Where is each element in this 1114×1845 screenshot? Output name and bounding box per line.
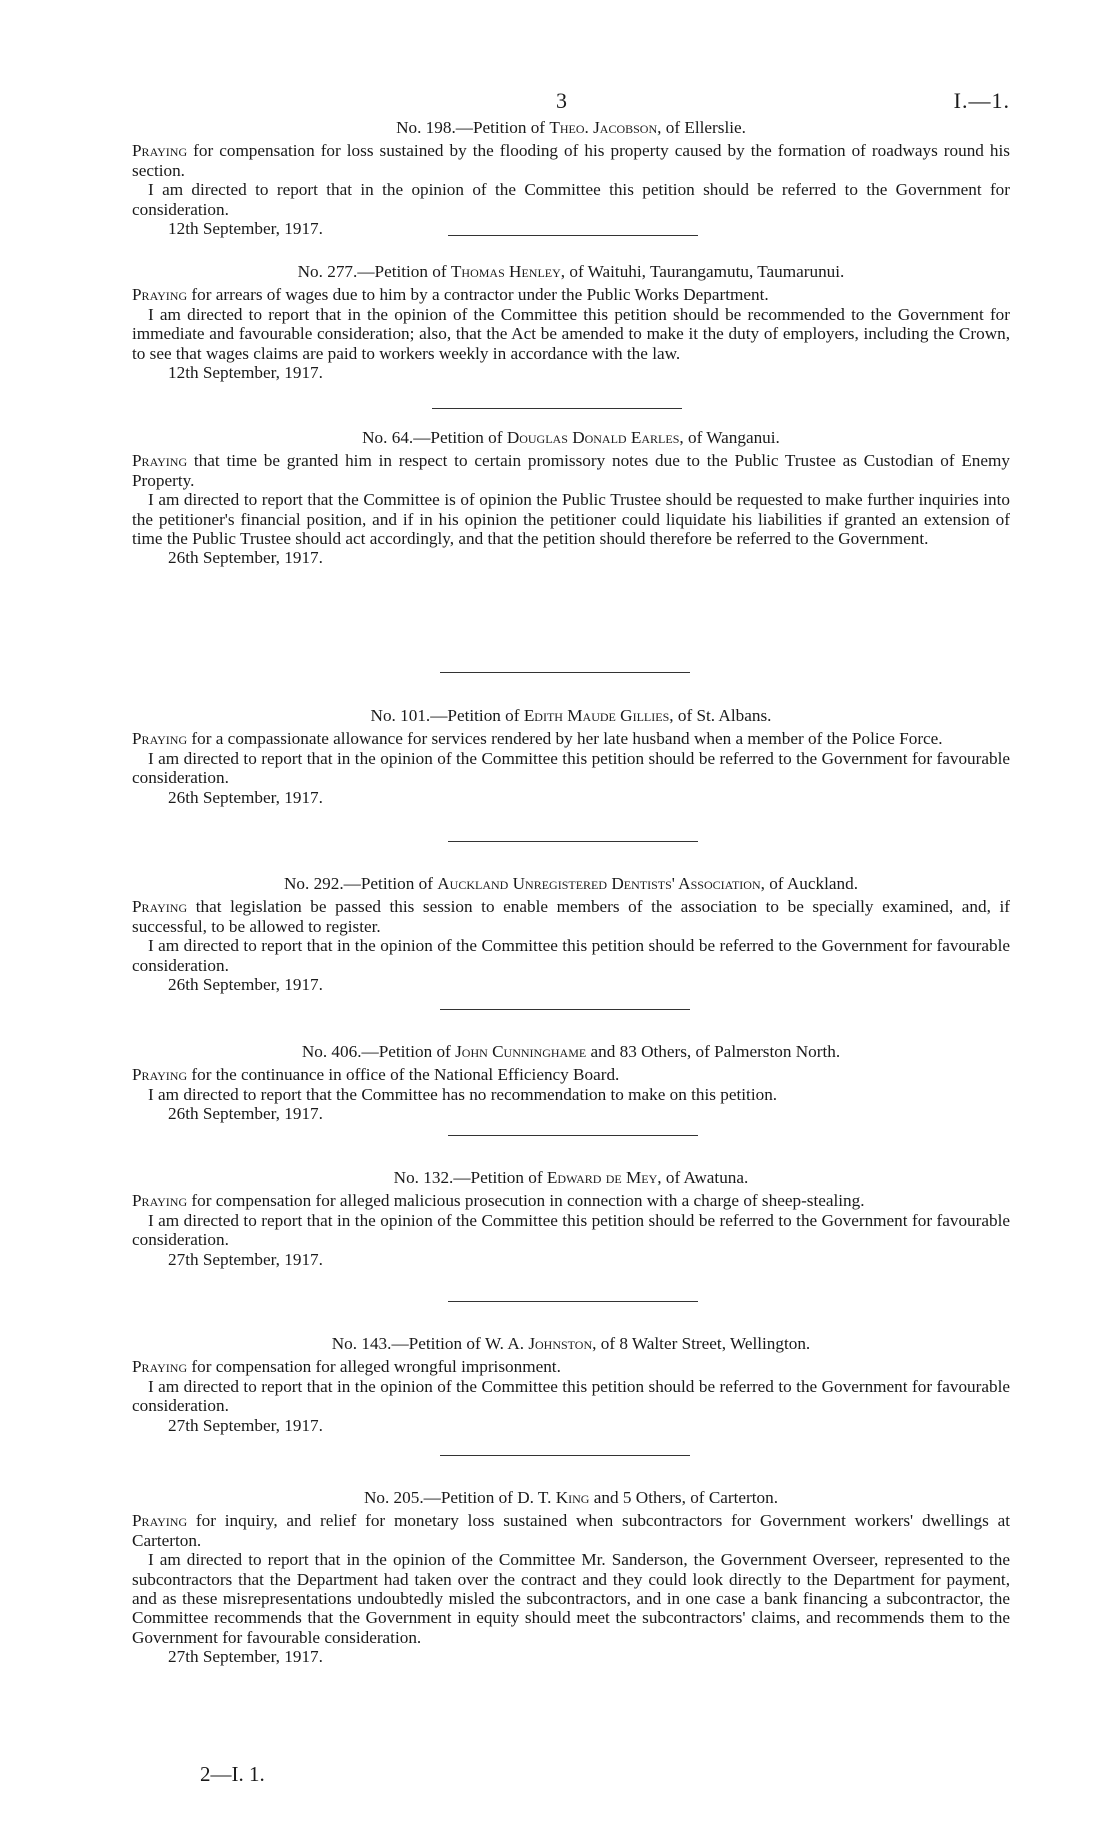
section-divider xyxy=(448,841,698,842)
section-divider xyxy=(448,1301,698,1302)
praying-paragraph: Praying for arrears of wages due to him by a contractor under the Public Works Department. xyxy=(132,285,769,305)
petition-64 xyxy=(132,428,1010,568)
petition-heading: No. 205.—Petition of D. T. King and 5 Others, of Carterton. xyxy=(363,1488,779,1507)
section-divider xyxy=(448,1135,698,1136)
petition-198 xyxy=(132,118,1010,238)
report-paragraph: I am directed to report that in the opinion of the Committee this petition should be recommended to the Government for immediate and favourable consideration; also, that the Act be amended to make it the duty of employers, including the Crown, to see that wages claims are paid to workers weekly in accordance with the law. xyxy=(132,304,1010,363)
section-divider xyxy=(440,1455,690,1456)
petitioner-name: Theo. Jacobson xyxy=(549,118,658,137)
page-number: 3 xyxy=(556,88,567,113)
petition-date: 27th September, 1917. xyxy=(168,1415,323,1435)
petition-101 xyxy=(132,706,1010,807)
praying-paragraph: Praying that time be granted him in respect to certain promissory notes due to the Public Trustee as Custodian of Enemy Property. xyxy=(132,451,1010,490)
report-paragraph: I am directed to report that in the opinion of the Committee this petition should be referred to the Government for favourable consideration. xyxy=(132,936,1010,975)
petition-292 xyxy=(132,874,1010,994)
petition-heading: No. 143.—Petition of W. A. Johnston, of 8 Walter Street, Wellington. xyxy=(331,1334,811,1353)
petition-205 xyxy=(132,1488,1010,1667)
petition-132 xyxy=(132,1168,1010,1269)
petition-heading: No. 198.—Petition of Theo. Jacobson, of Ellerslie. xyxy=(396,118,746,137)
petition-date: 27th September, 1917. xyxy=(168,1647,323,1667)
petition-406 xyxy=(132,1042,1010,1124)
petitioner-name: Edith Maude Gillies xyxy=(523,706,670,725)
petition-date: 26th September, 1917. xyxy=(168,1104,323,1124)
petition-date: 26th September, 1917. xyxy=(168,548,323,568)
report-paragraph: I am directed to report that the Committee has no recommendation to make on this petition. xyxy=(148,1084,778,1104)
praying-paragraph: Praying for a compassionate allowance for services rendered by her late husband when a member of the Police Force. xyxy=(132,729,943,749)
report-paragraph: I am directed to report that in the opinion of the Committee this petition should be referred to the Government for favourable consideration. xyxy=(132,748,1010,788)
petition-date: 26th September, 1917. xyxy=(168,787,323,807)
petition-heading: No. 277.—Petition of Thomas Henley, of Waituhi, Taurangamutu, Taumarunui. xyxy=(297,262,845,281)
petition-heading: No. 101.—Petition of Edith Maude Gillies, of St. Albans. xyxy=(370,706,772,725)
petitioner-name: Douglas Donald Earles xyxy=(506,428,680,447)
praying-paragraph: Praying that legislation be passed this session to enable members of the association to be specially examined, and, if successful, to be allowed to register. xyxy=(132,897,1010,936)
petitioner-name: Auckland Unregistered Dentists' Association xyxy=(437,874,761,893)
section-divider xyxy=(440,672,690,673)
section-divider xyxy=(440,1009,690,1010)
petition-date: 27th September, 1917. xyxy=(168,1249,323,1269)
petitioner-name: W. A. Johnston xyxy=(485,1334,593,1353)
praying-paragraph: Praying for the continuance in office of the National Efficiency Board. xyxy=(132,1065,620,1085)
petition-date: 12th September, 1917. xyxy=(168,219,323,239)
petition-277 xyxy=(132,262,1010,382)
report-paragraph: I am directed to report that in the opinion of the Committee this petition should be referred to the Government for favourable consideration. xyxy=(132,1376,1010,1416)
signature-reference: 2—I. 1. xyxy=(200,1762,265,1786)
report-paragraph: I am directed to report that in the opinion of the Committee this petition should be referred to the Government for favourable consideration. xyxy=(132,1210,1010,1250)
petitioner-name: Edward de Mey xyxy=(546,1168,658,1187)
petition-heading: No. 292.—Petition of Auckland Unregistered Dentists' Association, of Auckland. xyxy=(283,874,858,893)
document-reference: I.—1. xyxy=(953,88,1010,113)
petitioner-name: John Cunninghame xyxy=(455,1042,587,1061)
petition-heading: No. 64.—Petition of Douglas Donald Earles, of Wanganui. xyxy=(362,428,780,447)
section-divider xyxy=(448,235,698,236)
petition-heading: No. 132.—Petition of Edward de Mey, of Awatuna. xyxy=(393,1168,749,1187)
petitioner-name: Thomas Henley xyxy=(450,262,561,281)
praying-paragraph: Praying for inquiry, and relief for monetary loss sustained when subcontractors for Government workers' dwellings at Carterton. xyxy=(132,1511,1010,1550)
section-divider xyxy=(432,408,682,409)
petition-date: 26th September, 1917. xyxy=(168,975,323,995)
report-paragraph: I am directed to report that the Committee is of opinion the Public Trustee should be requested to make further inquiries into the petitioner's financial position, and if in his opinion the petitioner could liquidate his liabilities if granted an extension of time the Public Trustee should act accordingly, and that the petition should therefore be referred to the Government. xyxy=(132,490,1010,549)
petition-date: 12th September, 1917. xyxy=(168,363,323,383)
praying-paragraph: Praying for compensation for alleged malicious prosecution in connection with a charge of sheep-stealing. xyxy=(132,1191,865,1211)
report-paragraph: I am directed to report that in the opinion of the Committee this petition should be referred to the Government for consideration. xyxy=(132,180,1010,219)
petition-heading: No. 406.—Petition of John Cunninghame and 83 Others, of Palmerston North. xyxy=(301,1042,841,1061)
report-paragraph: I am directed to report that in the opinion of the Committee Mr. Sanderson, the Government Overseer, represented to the subcontractors that the Department had taken over the contract and they could look directly to the Department for payment, and as these misrepresentations undoubtedly misled the subcontractors, and in one case a bank financing a subcontractor, the Committee recommends that the Government in equity should meet the subcontractors' claims, and recommends them to the Government for favourable consideration. xyxy=(132,1550,1010,1647)
petitioner-name: D. T. King xyxy=(517,1488,590,1507)
praying-paragraph: Praying for compensation for alleged wrongful imprisonment. xyxy=(132,1357,561,1377)
petition-143 xyxy=(132,1334,1010,1435)
praying-paragraph: Praying for compensation for loss sustained by the flooding of his property caused by the formation of roadways round his section. xyxy=(132,141,1010,180)
